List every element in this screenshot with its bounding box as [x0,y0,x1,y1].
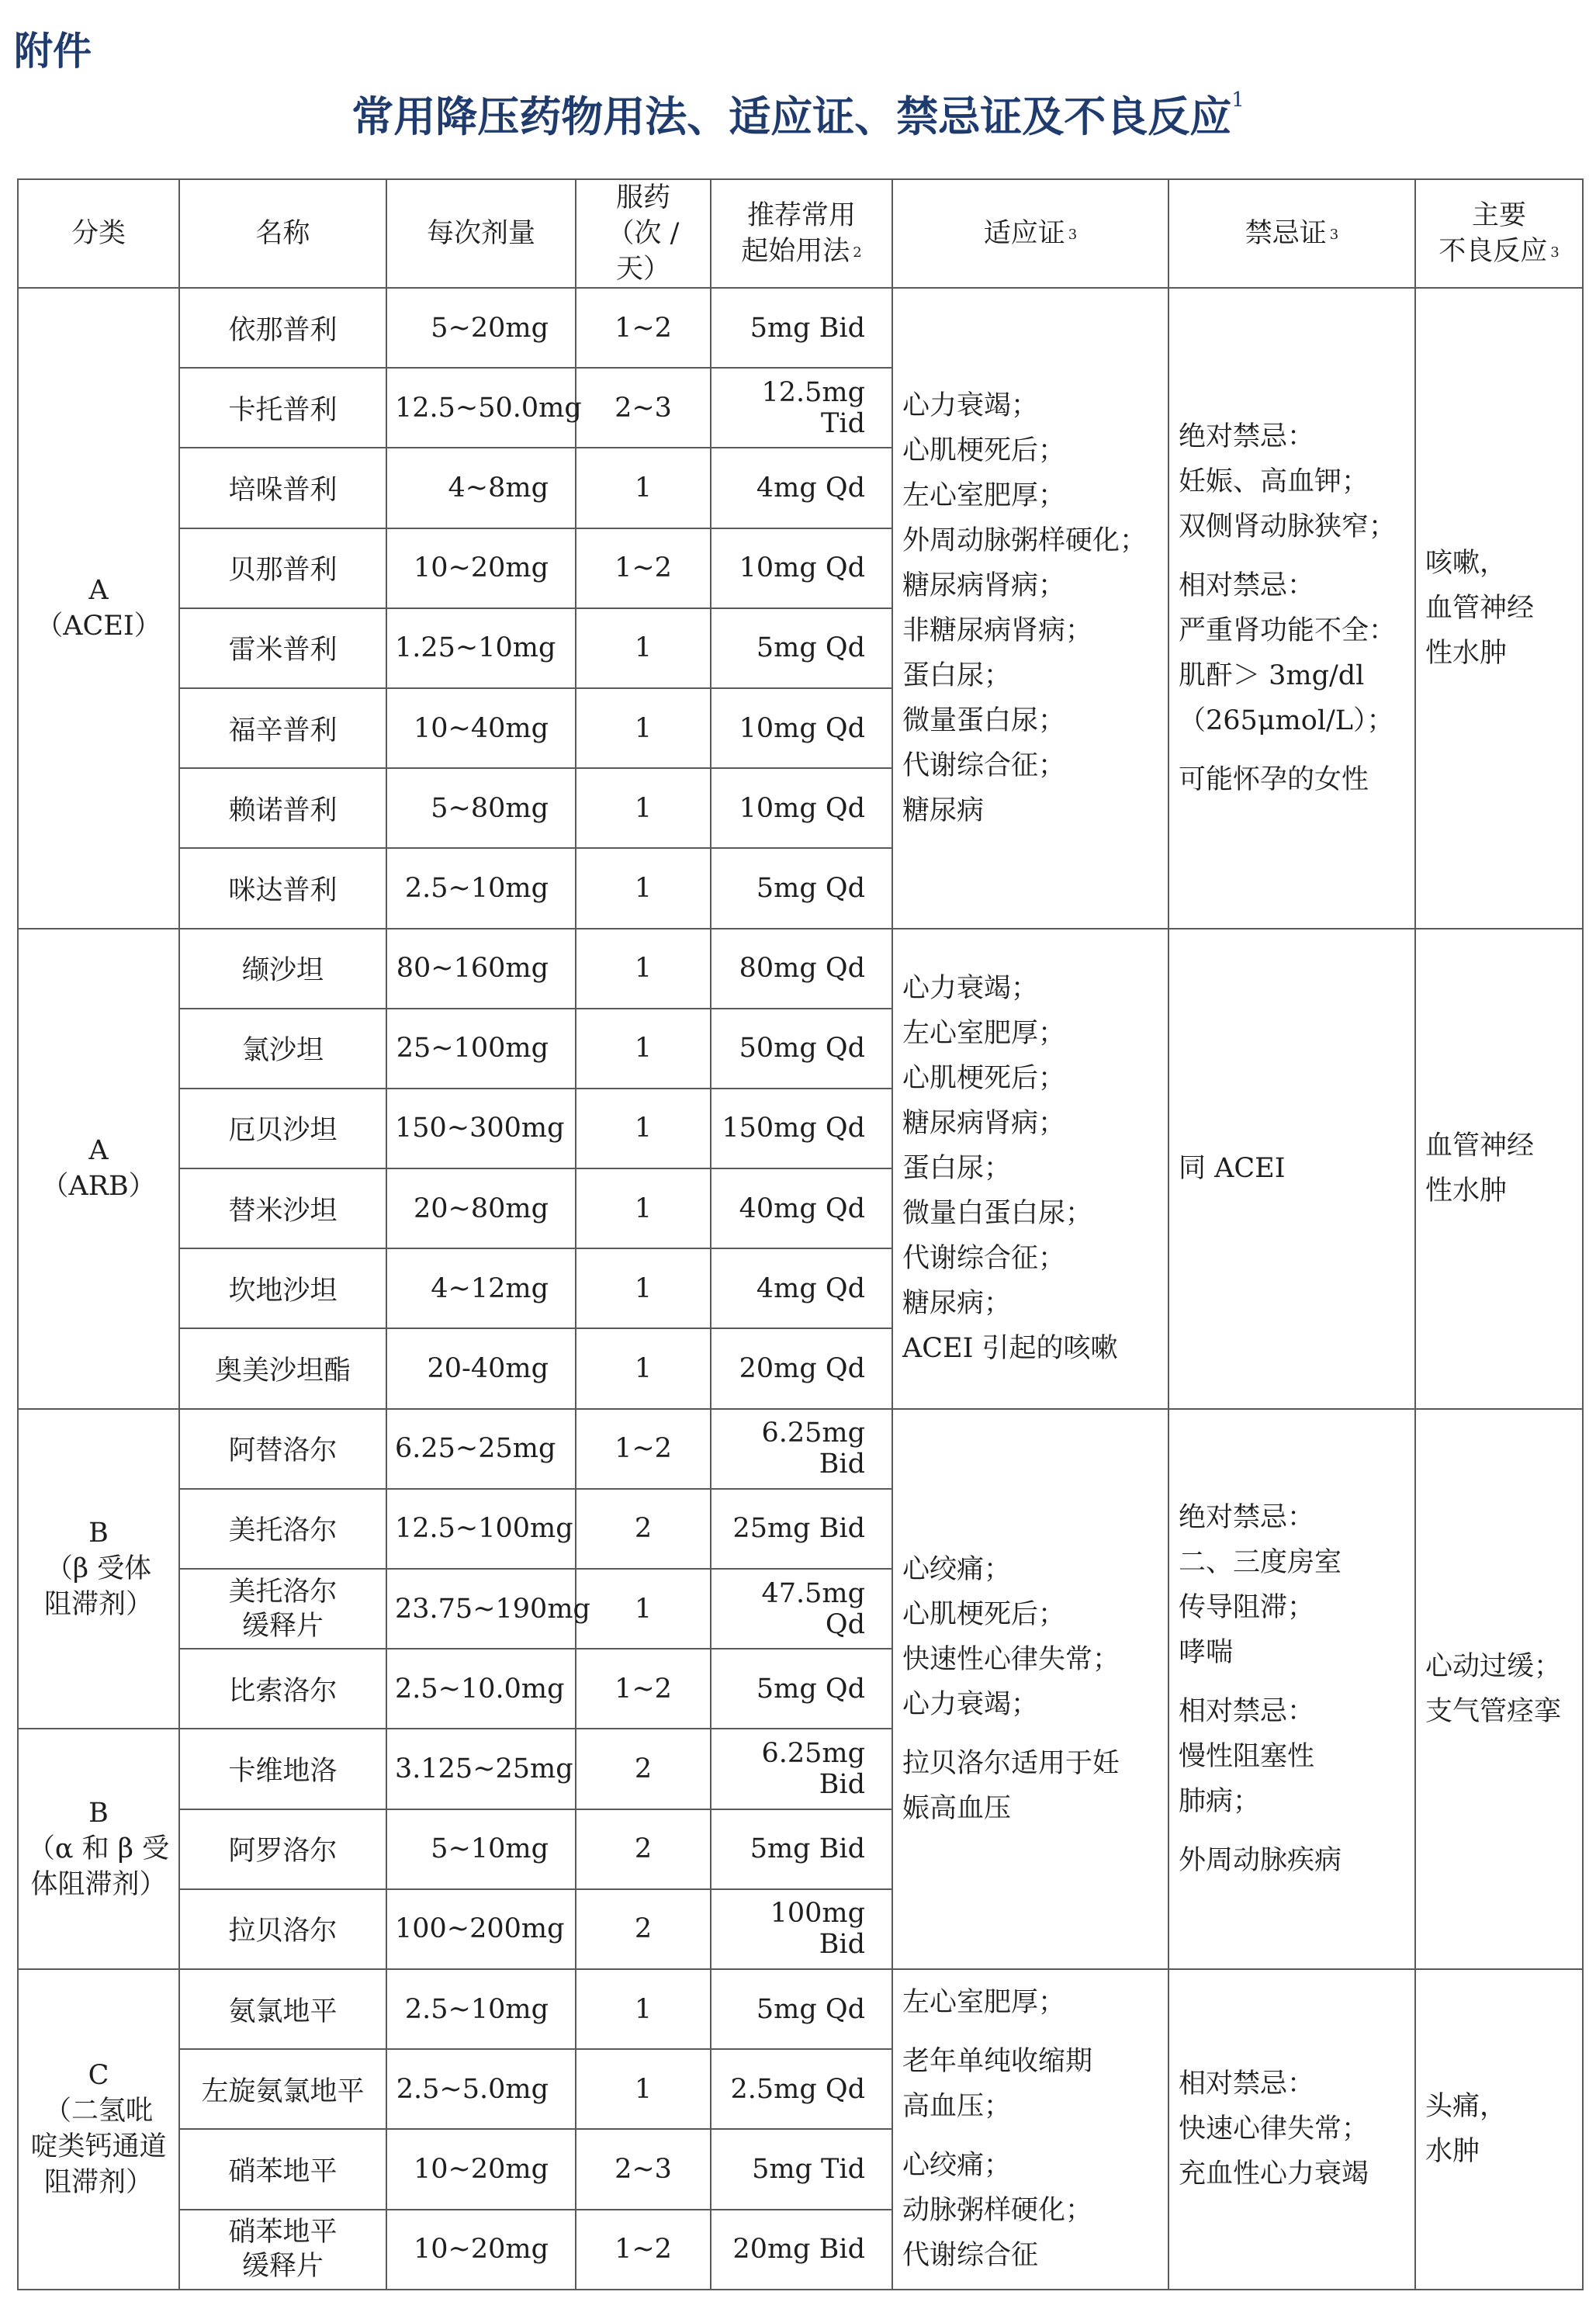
drug-frequency: 2~3 [576,368,711,448]
adverse-beta-blocker: 心动过缓； 支气管痉挛 [1415,1409,1583,1969]
contraindications-beta-blocker: 绝对禁忌： 二、三度房室 传导阻滞； 哮喘 相对禁忌： 慢性阻塞性 肺病； 外周动脉疾病 [1168,1409,1415,1969]
table-row [18,288,1583,368]
drug-frequency: 1 [576,448,711,528]
drug-dose: 5~10mg [386,1809,576,1889]
drug-name: 硝苯地平 缓释片 [179,2210,386,2290]
drug-start-dose: 80mg Qd [711,929,892,1009]
drug-dose: 5~20mg [386,288,576,368]
drug-dose: 2.5~10.0mg [386,1649,576,1729]
adverse-acei: 咳嗽， 血管神经 性水肿 [1415,288,1583,929]
drug-dose: 10~20mg [386,2129,576,2209]
drug-frequency: 1 [576,1089,711,1168]
page-title [0,84,1596,144]
drug-dose: 80~160mg [386,929,576,1009]
header-dose: 每次剂量 [386,179,576,288]
drug-start-dose: 4mg Qd [711,1248,892,1328]
indications-ccb: 左心室肥厚； 老年单纯收缩期 高血压； 心绞痛； 动脉粥样硬化； 代谢综合征 [892,1969,1168,2290]
indications-acei: 心力衰竭； 心肌梗死后； 左心室肥厚； 外周动脉粥样硬化； 糖尿病肾病； 非糖尿病肾病； 蛋白尿； 微量蛋白尿； 代谢综合征； 糖尿病 [892,288,1168,929]
drug-dose: 23.75~190mg [386,1569,576,1649]
drug-name: 氨氯地平 [179,1969,386,2049]
drug-name: 比索洛尔 [179,1649,386,1729]
drug-start-dose: 12.5mg Tid [711,368,892,448]
category-beta-blocker: B （β 受体 阻滞剂） [18,1409,179,1729]
drug-dose: 12.5~100mg [386,1489,576,1569]
header-frequency: 服药 （次 / 天） [576,179,711,288]
drug-frequency: 1 [576,768,711,848]
category-acei: A （ACEI） [18,288,179,929]
drug-name: 美托洛尔 缓释片 [179,1569,386,1649]
drug-dose: 10~20mg [386,2210,576,2290]
drug-start-dose: 5mg Bid [711,1809,892,1889]
drug-frequency: 1 [576,608,711,688]
drug-dose: 5~80mg [386,768,576,848]
drug-start-dose: 6.25mg Bid [711,1409,892,1489]
drug-frequency: 2~3 [576,2129,711,2209]
drug-dose: 150~300mg [386,1089,576,1168]
drug-dose: 12.5~50.0mg [386,368,576,448]
drug-start-dose: 5mg Bid [711,288,892,368]
drug-dose: 3.125~25mg [386,1729,576,1809]
drug-frequency: 1~2 [576,1649,711,1729]
drug-dose: 2.5~10mg [386,1969,576,2049]
drug-dose: 2.5~5.0mg [386,2049,576,2129]
drug-frequency: 1 [576,1168,711,1248]
header-indications: 适应证 $^3$ [892,179,1168,288]
drug-name: 咪达普利 [179,848,386,928]
drug-start-dose: 10mg Qd [711,768,892,848]
drug-dose: 20-40mg [386,1328,576,1408]
drug-start-dose: 5mg Qd [711,1969,892,2049]
drug-dose: 2.5~10mg [386,848,576,928]
table-row [18,1969,1583,2049]
header-row [18,179,1583,288]
drug-start-dose: 10mg Qd [711,688,892,768]
contraindications-arb: 同 ACEI [1168,929,1415,1409]
attachment-heading: 附件 [14,29,92,74]
drug-frequency: 1 [576,1569,711,1649]
drug-frequency: 1 [576,2049,711,2129]
header-category: 分类 [18,179,179,288]
header-start-dose: 推荐常用 起始用法 $^2$ [711,179,892,288]
drug-frequency: 1 [576,688,711,768]
drug-name: 依那普利 [179,288,386,368]
drug-name: 氯沙坦 [179,1009,386,1089]
contraindications-acei: 绝对禁忌： 妊娠、高血钾； 双侧肾动脉狭窄； 相对禁忌： 严重肾功能不全： 肌酐＞ 3mg/dl （265μmol/L）； 可能怀孕的女性 [1168,288,1415,929]
drug-dose: 4~8mg [386,448,576,528]
drug-start-dose: 5mg Qd [711,848,892,928]
drug-start-dose: 100mg Bid [711,1889,892,1969]
drug-frequency: 1~2 [576,1409,711,1489]
category-ccb: C （二氢吡 啶类钙通道 阻滞剂） [18,1969,179,2290]
drug-start-dose: 2.5mg Qd [711,2049,892,2129]
drug-name: 拉贝洛尔 [179,1889,386,1969]
drug-start-dose: 6.25mg Bid [711,1729,892,1809]
adverse-ccb: 头痛， 水肿 [1415,1969,1583,2290]
drug-name: 培哚普利 [179,448,386,528]
drug-frequency: 1~2 [576,288,711,368]
drug-start-dose: 47.5mg Qd [711,1569,892,1649]
drug-frequency: 1 [576,1248,711,1328]
table-row [18,1409,1583,1489]
drug-frequency: 2 [576,1809,711,1889]
drug-name: 坎地沙坦 [179,1248,386,1328]
drug-name: 美托洛尔 [179,1489,386,1569]
title-footnote: 1 [1231,88,1245,112]
title-text: 常用降压药物用法、适应证、禁忌证及不良反应 [351,92,1232,141]
drug-name: 雷米普利 [179,608,386,688]
drug-frequency: 2 [576,1889,711,1969]
drug-dose: 10~40mg [386,688,576,768]
drug-frequency: 1 [576,1328,711,1408]
drug-dose: 6.25~25mg [386,1409,576,1489]
drug-start-dose: 5mg Tid [711,2129,892,2209]
drug-start-dose: 20mg Bid [711,2210,892,2290]
drug-frequency: 1~2 [576,2210,711,2290]
drug-name: 贝那普利 [179,528,386,608]
drug-dose: 20~80mg [386,1168,576,1248]
drug-dose: 100~200mg [386,1889,576,1969]
contraindications-ccb: 相对禁忌： 快速心律失常； 充血性心力衰竭 [1168,1969,1415,2290]
header-adverse: 主要 不良反应 $^3$ [1415,179,1583,288]
header-name: 名称 [179,179,386,288]
drug-start-dose: 25mg Bid [711,1489,892,1569]
drug-frequency: 2 [576,1729,711,1809]
drug-frequency: 1~2 [576,528,711,608]
drug-start-dose: 40mg Qd [711,1168,892,1248]
drug-name: 缬沙坦 [179,929,386,1009]
category-arb: A （ARB） [18,929,179,1409]
drug-frequency: 2 [576,1489,711,1569]
drug-table [17,178,1584,2290]
adverse-arb: 血管神经 性水肿 [1415,929,1583,1409]
drug-name: 左旋氨氯地平 [179,2049,386,2129]
drug-start-dose: 4mg Qd [711,448,892,528]
drug-name: 硝苯地平 [179,2129,386,2209]
drug-name: 奥美沙坦酯 [179,1328,386,1408]
drug-name: 替米沙坦 [179,1168,386,1248]
drug-start-dose: 20mg Qd [711,1328,892,1408]
drug-frequency: 1 [576,848,711,928]
drug-dose: 1.25~10mg [386,608,576,688]
drug-name: 阿替洛尔 [179,1409,386,1489]
drug-start-dose: 10mg Qd [711,528,892,608]
table-row [18,929,1583,1009]
drug-name: 福辛普利 [179,688,386,768]
indications-beta-blocker: 心绞痛； 心肌梗死后； 快速性心律失常； 心力衰竭； 拉贝洛尔适用于妊 娠高血压 [892,1409,1168,1969]
drug-name: 卡托普利 [179,368,386,448]
drug-frequency: 1 [576,1009,711,1089]
drug-name: 厄贝沙坦 [179,1089,386,1168]
drug-dose: 4~12mg [386,1248,576,1328]
drug-name: 阿罗洛尔 [179,1809,386,1889]
drug-start-dose: 5mg Qd [711,1649,892,1729]
drug-start-dose: 150mg Qd [711,1089,892,1168]
drug-name: 卡维地洛 [179,1729,386,1809]
drug-start-dose: 5mg Qd [711,608,892,688]
drug-name: 赖诺普利 [179,768,386,848]
drug-dose: 25~100mg [386,1009,576,1089]
drug-frequency: 1 [576,1969,711,2049]
drug-frequency: 1 [576,929,711,1009]
drug-start-dose: 50mg Qd [711,1009,892,1089]
indications-arb: 心力衰竭； 左心室肥厚； 心肌梗死后； 糖尿病肾病； 蛋白尿； 微量白蛋白尿； 代谢综合征； 糖尿病； ACEI 引起的咳嗽 [892,929,1168,1409]
drug-dose: 10~20mg [386,528,576,608]
category-alpha-beta-blocker: B （α 和 β 受 体阻滞剂） [18,1729,179,1969]
header-contraindications: 禁忌证 $^3$ [1168,179,1415,288]
